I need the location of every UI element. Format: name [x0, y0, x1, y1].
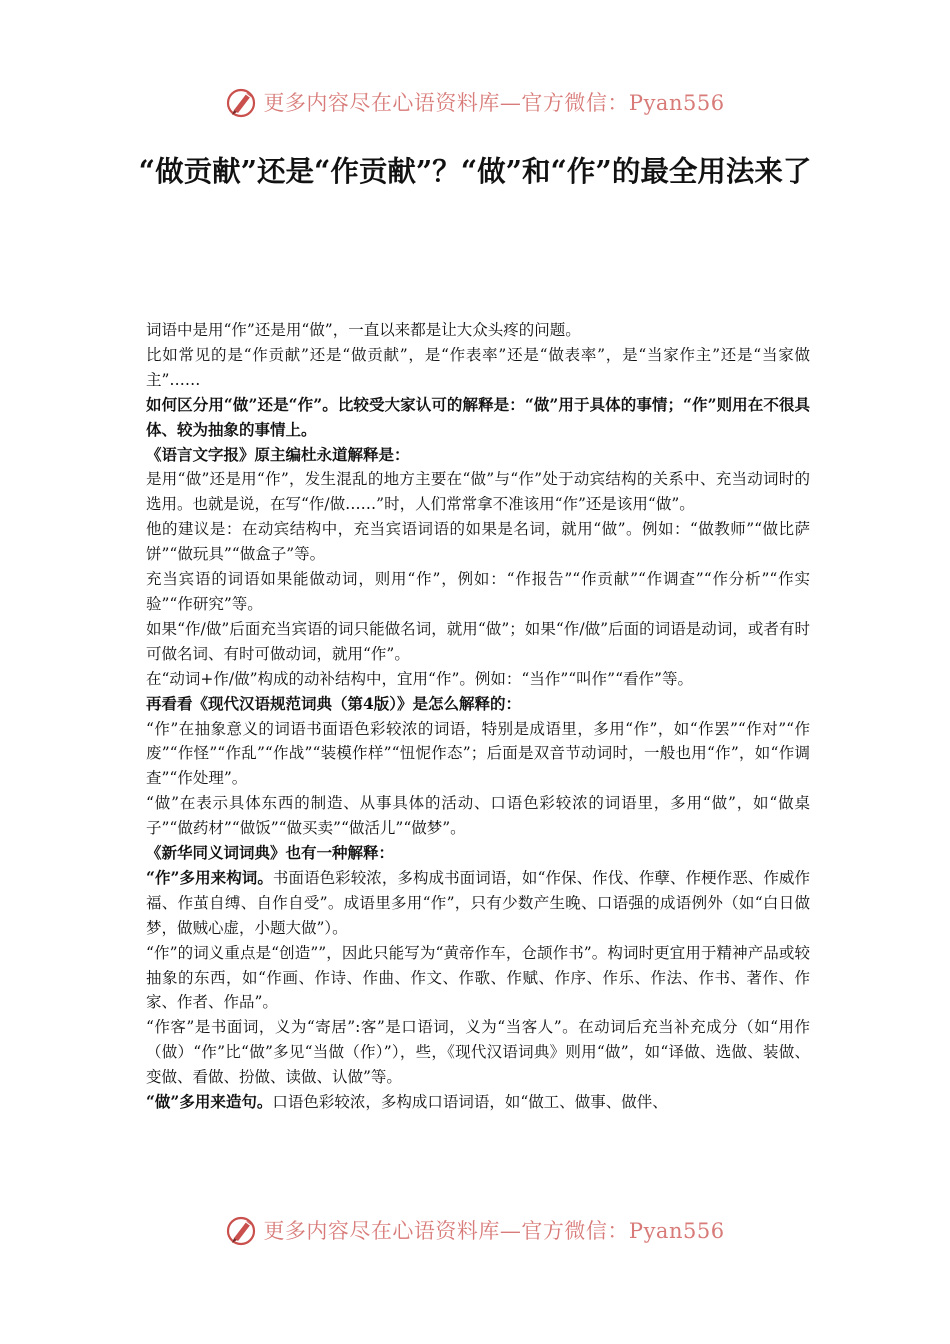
paragraph: [146, 866, 810, 941]
paragraph-bold-text: “做”多用来造句。: [146, 1092, 273, 1112]
paragraph: [146, 318, 810, 343]
paragraph: [146, 467, 810, 517]
paragraph-bold-text: 《语言文字报》原主编杜永道解释是：: [146, 444, 410, 464]
paragraph: [146, 941, 810, 1016]
paragraph-text: “作客”是书面词，义为“寄居”:客”是口语词，义为“当客人”。在动词后充当补充成分（如“用作（做）“作”比“做”多见“当做（作）”），些，《现代汉语词典》则用“做”，如“译做、选做、装做、变做、看做、扮做、读做、认做”等。: [146, 1018, 810, 1087]
paragraph: [146, 343, 810, 393]
paragraph: [146, 443, 810, 468]
banner-text: 更多内容尽在心语资料库—官方微信：Pyan556: [263, 91, 725, 115]
paragraph-text: 在“动词+作/做”构成的动补结构中，宜用“作”。例如：“当作”“叫作”“看作”等。: [146, 669, 693, 688]
paragraph-text: 是用“做”还是用“作”，发生混乱的地方主要在“做”与“作”处于动宾结构的关系中、充当动词时的选用。也就是说，在写“作/做……”时，人们常常拿不准该用“作”还是该用“做”。: [146, 470, 810, 514]
banner-text: 更多内容尽在心语资料库—官方微信：Pyan556: [263, 1219, 725, 1243]
paragraph: [146, 567, 810, 617]
paragraph: [146, 1090, 810, 1115]
paragraph-text: 他的建议是：在动宾结构中，充当宾语词语的如果是名词，就用“做”。例如：“做教师”“做比萨饼”“做玩具”“做盒子”等。: [146, 520, 810, 564]
paragraph-text: “作”的词义重点是“创造””，因此只能写为“黄帝作车，仓颉作书”。构词时更宜用于精神产品或较抽象的东西，如“作画、作诗、作曲、作文、作歌、作赋、作序、作乐、作法、作书、著作、作家、作者、作品”。: [146, 943, 810, 1012]
paragraph-text: 如果“作/做”后面充当宾语的词只能做名词，就用“做”；如果“作/做”后面的词语是动词，或者有时可做名词、有时可做动词，就用“作”。: [146, 619, 810, 663]
paragraph: [146, 692, 810, 717]
paragraph-bold-text: “作”多用来构词。: [146, 867, 273, 887]
page-title: “做贡献”还是“作贡献”？“做”和“作”的最全用法来了: [138, 154, 812, 188]
pen-logo-icon: [225, 85, 259, 119]
paragraph: [146, 717, 810, 792]
paragraph: [146, 791, 810, 841]
paragraph-text: 比如常见的是“作贡献”还是“做贡献”，是“作表率”还是“做表率”，是“当家作主”还是“当家做主”……: [146, 345, 810, 389]
paragraph-text: 口语色彩较浓，多构成口语词语，如“做工、做事、做伴、: [272, 1093, 668, 1112]
paragraph-bold-text: 如何区分用“做”还是“作”。比较受大家认可的解释是：“做”用于具体的事情；“作”则用在不很具体、较为抽象的事情上。: [146, 394, 810, 439]
paragraph: [146, 517, 810, 567]
paragraph-text: 充当宾语的词语如果能做动词，则用“作”，例如：“作报告”“作贡献”“作调查”“作分析”“作实验”“作研究”等。: [146, 570, 810, 613]
paragraph-bold-text: 《新华同义词词典》也有一种解释：: [146, 843, 395, 863]
paragraph: [146, 393, 810, 443]
paragraph-text: “做”在表示具体东西的制造、从事具体的活动、口语色彩较浓的词语里，多用“做”，如“做桌子”“做药材”“做饭”“做买卖”“做活儿”“做梦”。: [146, 794, 810, 838]
header-banner: [0, 80, 950, 124]
paragraph: [146, 1015, 810, 1090]
paragraph-text: 词语中是用“作”还是用“做”，一直以来都是让大众头疼的问题。: [146, 321, 581, 339]
paragraph: [146, 617, 810, 667]
paragraph-text: “作”在抽象意义的词语书面语色彩较浓的词语，特别是成语里，多用“作”，如“作罢”“作对”“作废”“作怪”“作乱”“作战”“装模作样”“忸怩作态”；后面是双音节动词时，一般也用“作”，如“作调查”“作处理”。: [146, 719, 810, 788]
article-body: [146, 318, 810, 1115]
paragraph-text: 书面语色彩较浓，多构成书面词语，如“作保、作伐、作孽、作梗作恶、作威作福、作茧自缚、自作自受”。成语里多用“作”，只有少数产生晚、口语强的成语例外（如“白日做梦，做贼心虚，小题大做”）。: [146, 868, 810, 937]
paragraph: [146, 667, 810, 692]
paragraph-bold-text: 再看看《现代汉语规范词典（第4版）》是怎么解释的：: [146, 693, 522, 713]
footer-banner: [0, 1208, 950, 1252]
paragraph: [146, 841, 810, 866]
pen-logo-icon: [225, 1213, 259, 1247]
